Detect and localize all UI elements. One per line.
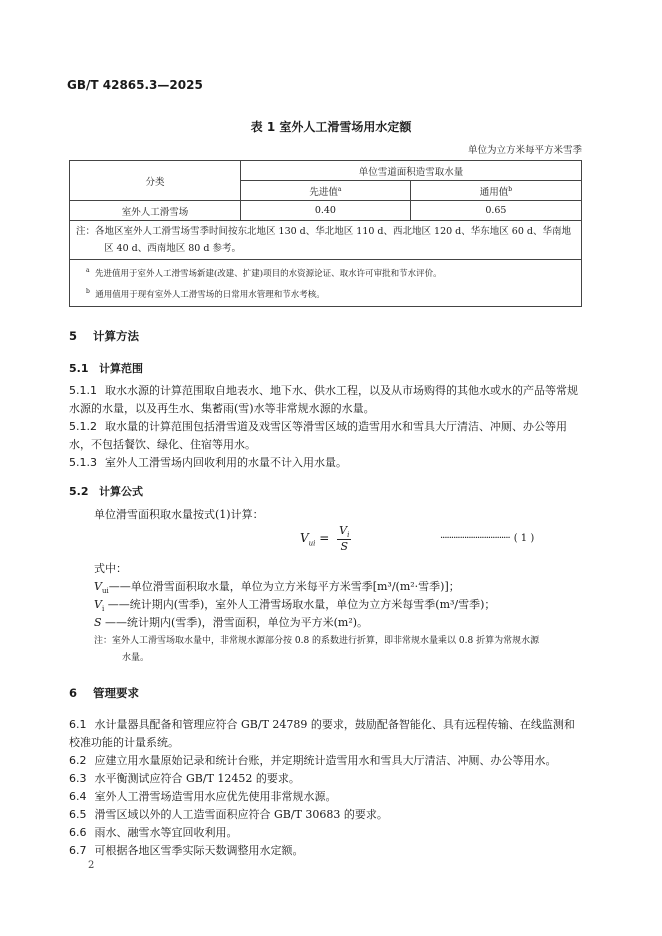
where-label: 式中：: [94, 562, 127, 575]
clause-6-1: 6.1 水计量器具配备和管理应符合 GB/T 24789 的要求，鼓励配备智能化、具有远程传输、在线监测和校准功能的计量系统。: [69, 718, 575, 749]
clause-5-1-1: 5.1.1 取水水源的计算范围取自地表水、地下水、供水工程，以及从市场购得的其他水或水的产品等常规水源的水量，以及再生水、集蓄雨(雪)水等非常规水源的水量。: [69, 384, 578, 415]
formula-intro: 单位滑雪面积取水量按式(1)计算：: [94, 508, 264, 521]
formula-note: 注：室外人工滑雪场取水量中，非常规水源部分按 0.8 的系数进行折算，即非常规水量乘以 0.8 折算为常规水源 水量。: [94, 636, 540, 663]
variable-vui: $V_{ui}——$单位滑雪面积取水量，单位为立方米每平方米雪季[m³/(m²·雪季)]；: [94, 580, 460, 596]
footnote-a: $^a$ 先进值用于室外人工滑雪场新建(改建、扩建)项目的水资源论证、取水许可审批和节水评价。: [86, 267, 442, 279]
row-general-value: 0.65: [410, 201, 581, 221]
clause-6-5: 6.5 滑雪区域以外的人工造雪面积应符合 GB/T 30683 的要求。: [69, 808, 388, 821]
section-5-2-heading: 5.2 计算公式: [69, 485, 143, 498]
row-label: 室外人工滑雪场: [70, 201, 241, 221]
standard-code: GB/T 42865.3—2025: [67, 78, 203, 92]
clause-6-3: 6.3 水平衡测试应符合 GB/T 12452 的要求。: [69, 772, 300, 785]
table-note-line1: 注：各地区室外人工滑雪场雪季时间按东北地区 130 d、华北地区 110 d、西北地区 120 d、华东地区 60 d、华南地: [76, 226, 571, 237]
section-5-1-heading: 5.1 计算范围: [69, 362, 143, 375]
footnote-b: $^b$ 通用值用于现有室外人工滑雪场的日常用水管理和节水考核。: [86, 287, 325, 300]
formula-number: ································ ( 1 ): [440, 533, 535, 544]
header-category: 分类: [70, 161, 241, 201]
clause-5-1-2: 5.1.2 取水量的计算范围包括滑雪道及戏雪区等滑雪区域的造雪用水和雪具大厅清洁、冲厕、办公等用水，不包括餐饮、绿化、住宿等用水。: [69, 420, 567, 451]
table-footnotes: [70, 260, 582, 307]
water-quota-table: [69, 160, 582, 307]
clause-6-4: 6.4 室外人工滑雪场造雪用水应优先使用非常规水源。: [69, 790, 337, 803]
table-note-line2: 区 40 d、西南地区 80 d 参考。: [104, 243, 241, 254]
variable-s: S ——统计期内(雪季)，滑雪面积，单位为平方米(m²)。: [94, 616, 369, 629]
table-title: 表 1 室外人工滑雪场用水定额: [250, 120, 412, 134]
clause-6-6: 6.6 雨水、融雪水等宜回收利用。: [69, 826, 238, 839]
formula-1: $V_{ui}$ = $\frac{V_i}{S}$: [300, 524, 350, 554]
section-5-heading: 5 计算方法: [69, 329, 139, 343]
section-6-heading: 6 管理要求: [69, 686, 139, 700]
clause-6-2: 6.2 应建立用水量原始记录和统计台账，并定期统计造雪用水和雪具大厅清洁、冲厕、办公等用水。: [69, 754, 557, 767]
variable-vi: $V_i$ ——统计期内(雪季)，室外人工滑雪场取水量，单位为立方米每雪季(m³/雪季)；: [94, 598, 496, 614]
header-general: 通用值$^b$: [410, 181, 581, 201]
page-number: 2: [88, 860, 95, 871]
table-note: [70, 221, 582, 260]
clause-6-7: 6.7 可根据各地区雪季实际天数调整用水定额。: [69, 844, 304, 857]
header-advanced: 先进值$^a$: [241, 181, 411, 201]
header-group: 单位雪道面积造雪取水量: [241, 161, 582, 181]
row-advanced-value: 0.40: [241, 201, 411, 221]
table-unit: 单位为立方米每平方米雪季: [467, 145, 582, 156]
clause-5-1-3: 5.1.3 室外人工滑雪场内回收利用的水量不计入用水量。: [69, 456, 347, 469]
formula-fraction: $\frac{V_i}{S}$: [339, 524, 350, 554]
